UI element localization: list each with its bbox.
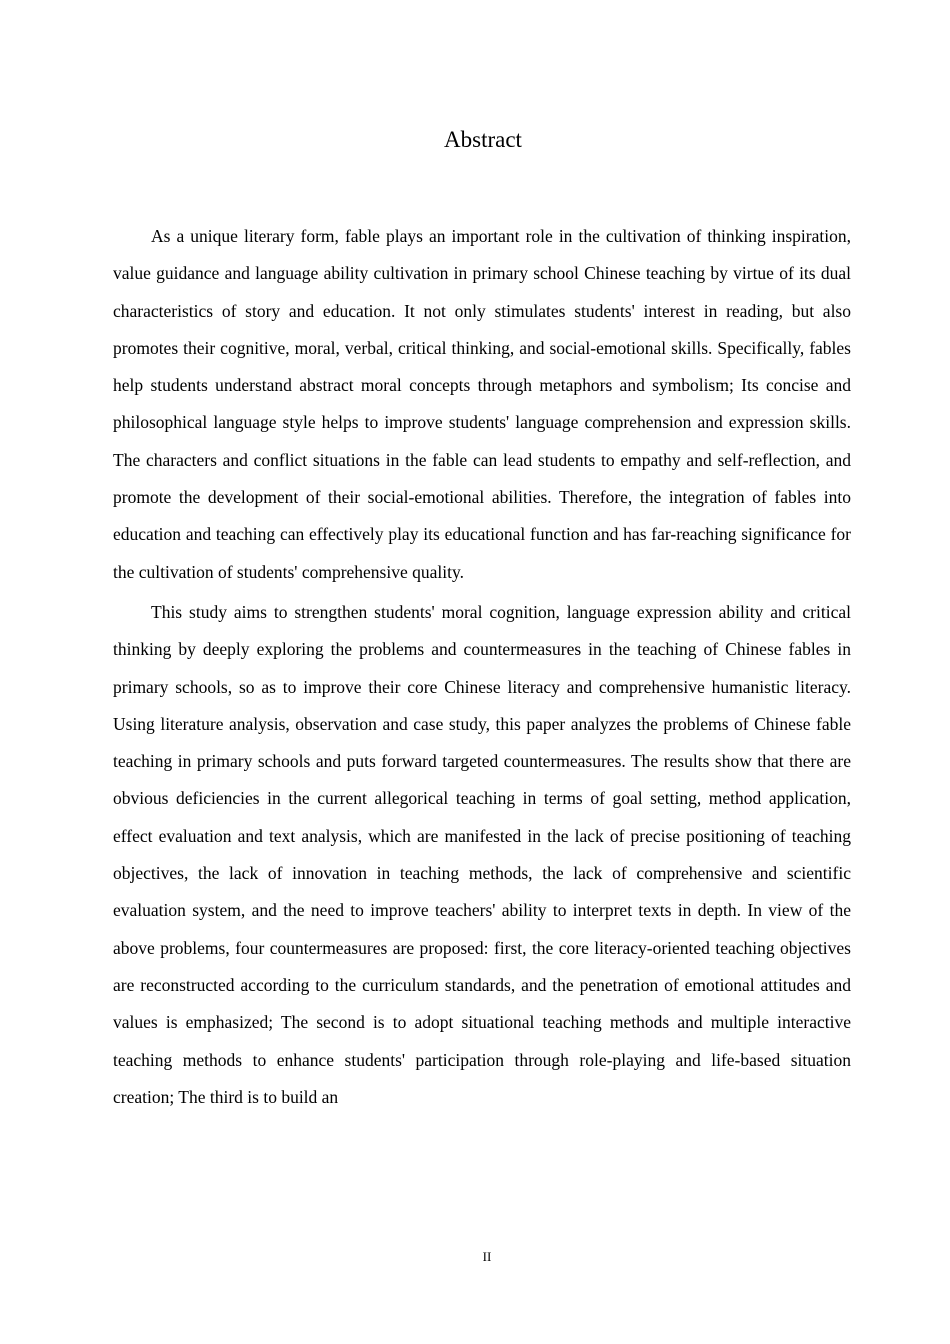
abstract-title: Abstract bbox=[444, 127, 522, 152]
abstract-paragraph-1: As a unique literary form, fable plays an important role in the cultivation of thinking inspiration, value guidance and language ability cultivation in primary school Chinese teaching by virtue of its dual characteristics of story and education. It not only stimulates students' interest in reading, but also promotes their cognitive, moral, verbal, critical thinking, and social-emotional skills. Specifically, fables help students understand abstract moral concepts through metaphors and symbolism; Its concise and philosophical language style helps to improve students' language comprehension and expression skills. The characters and conflict situations in the fable can lead students to empathy and self-reflection, and promote the development of their social-emotional abilities. Therefore, the integration of fables into education and teaching can effectively play its educational function and has far-reaching significance for the cultivation of students' comprehensive quality. bbox=[113, 226, 851, 582]
abstract-body bbox=[113, 218, 851, 1119]
abstract-paragraph-2: This study aims to strengthen students' moral cognition, language expression ability and critical thinking by deeply exploring the problems and countermeasures in the teaching of Chinese fables in primary schools, so as to improve their core Chinese literacy and comprehensive humanistic literacy. Using literature analysis, observation and case study, this paper analyzes the problems of Chinese fable teaching in primary schools and puts forward targeted countermeasures. The results show that there are obvious deficiencies in the current allegorical teaching in terms of goal setting, method application, effect evaluation and text analysis, which are manifested in the lack of precise positioning of teaching objectives, the lack of innovation in teaching methods, the lack of comprehensive and scientific evaluation system, and the need to improve teachers' ability to interpret texts in depth. In view of the above problems, four countermeasures are proposed: first, the core literacy-oriented teaching objectives are reconstructed according to the curriculum standards, and the penetration of emotional attitudes and values is emphasized; The second is to adopt situational teaching methods and multiple interactive teaching methods to enhance students' participation through role-playing and life-based situation creation; The third is to build an bbox=[113, 601, 851, 1107]
page-number: II bbox=[482, 1249, 492, 1264]
